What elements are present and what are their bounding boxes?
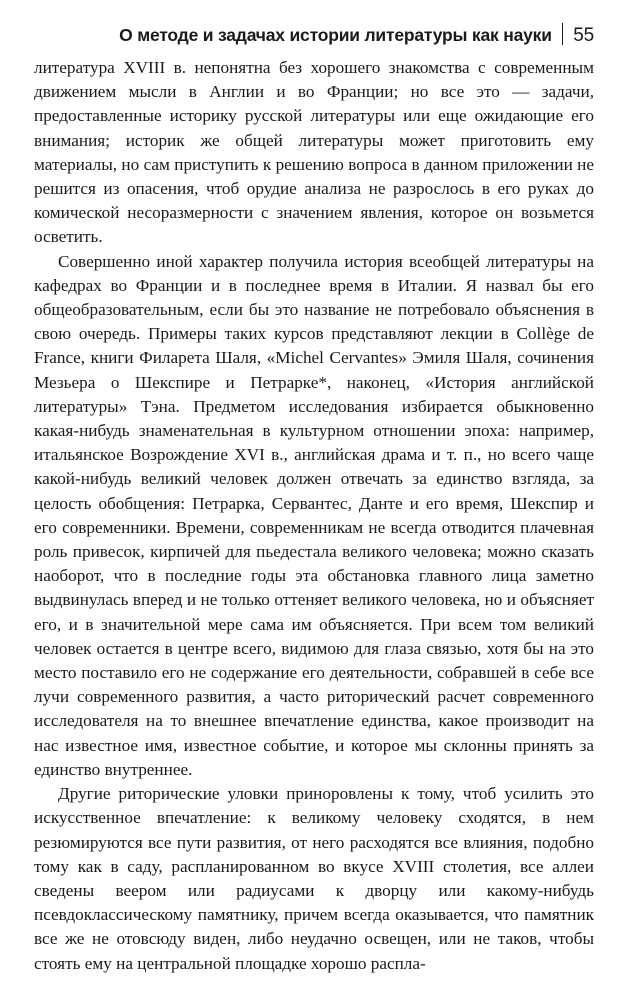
- running-head-separator: [562, 23, 564, 45]
- body-text: [34, 56, 594, 976]
- paragraph: Другие риторические уловки приноровлены к тому, чтоб усилить это искусственное впечатление: к великому человеку сходятся, в нем резюмируются все пути развития, от него расходятся все влияния, подобно тому как в саду, распланированном во вкусе XVIII столетия, все аллеи сведены веером или радиусами к дворцу или какому-нибудь псевдоклассическому памятнику, причем всегда оказывается, что памятник все же не отовсюду виден, либо неудачно освещен, или не таков, чтобы стоять ему на центральной площадке хорошо распла-: [34, 784, 594, 973]
- running-head-title: О методе и задачах истории литературы как науки: [119, 25, 552, 45]
- page-number: 55: [573, 25, 594, 46]
- paragraph-continued: литература XVIII в. непонятна без хорошего знакомства с современным движением мысли в Англии и во Франции; но все это — задачи, предоставленные историку русской литературы или еще ожидающие его внимания; историк же общей литературы может приготовить ему материалы, но сам приступить к решению вопроса в данном приложении не решится из опасения, чтоб орудие анализа не разрослось в его руках до комической несоразмерности с значением явления, которое он возьмется осветить.: [34, 58, 594, 247]
- running-head: [34, 18, 594, 52]
- paragraph: Совершенно иной характер получила история всеобщей литературы на кафедрах во Франции и в последнее время в Италии. Я назвал бы его общеобразовательным, если бы это название не потребовало объяснения в свою очередь. Примеры таких курсов представляют лекции в Collège de France, книги Филарета Шаля, «Michel Cervantes» Эмиля Шаля, сочинения Мезьера о Шекспире и Петрарке*, наконец, «История английской литературы» Тэна. Предметом исследования избирается обыкновенно какая-нибудь знаменательная в культурном отношении эпоха: например, итальянское Возрождение XVI в., английская драма и т. п., но всего чаще какой-нибудь великий человек должен отвечать за единство взгляда, за целость обобщения: Петрарка, Сервантес, Данте и его время, Шекспир и его современники. Времени, современникам не всегда отводится плачевная роль привесок, кирпичей для пьедестала великого человека; можно сказать наоборот, что в последние годы эта обстановка главного лица заметно выдвинулась вперед и не только оттеняет великого человека, но и объясняет его, и в значительной мере сама им объясняется. При всем том великий человек остается в центре всего, видимою для глаза связью, хотя бы на это место поставило его не содержание его деятельности, собравшей в себе все лучи современного развития, а часто риторический расчет современного исследователя на то внешнее впечатление единства, какое производит на нас известное имя, известное событие, и которое мы склонны принять за единство внутреннее.: [34, 251, 594, 779]
